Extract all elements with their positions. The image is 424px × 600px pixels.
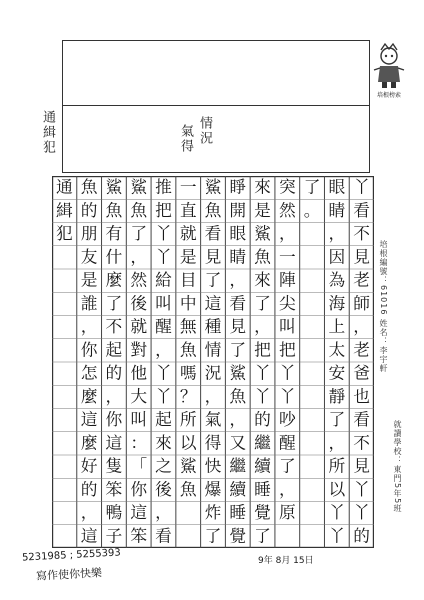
essay-char: 直 (179, 199, 197, 220)
essay-char: 丫 (353, 478, 370, 499)
essay-char: 鯊 (254, 223, 271, 244)
essay-char: 。 (303, 199, 321, 220)
essay-char: 的 (80, 199, 98, 220)
essay-char: 為 (328, 269, 346, 290)
student-info: 培根編號：61016 姓名：李宇軒 (379, 240, 388, 373)
essay-char: ， (328, 432, 346, 453)
essay-char: 笨 (105, 478, 123, 499)
essay-char: 了 (105, 292, 123, 313)
essay-char: 魚 (179, 478, 197, 499)
essay-char: 眼 (229, 223, 247, 244)
essay-char: 看 (353, 199, 370, 220)
essay-char: 情 (204, 339, 222, 360)
essay-char: ， (278, 223, 296, 244)
essay-char: 續 (254, 455, 271, 476)
essay-char: 海 (328, 292, 346, 313)
essay-char: 鴨 (105, 502, 123, 523)
essay-char: 後 (155, 478, 172, 499)
essay-char: 他 (130, 362, 148, 383)
essay-char: 一 (278, 246, 296, 267)
essay-char: 睛 (229, 246, 247, 267)
essay-char: 你 (130, 478, 148, 499)
essay-char: ， (155, 339, 172, 360)
essay-char: 醒 (278, 432, 296, 453)
essay-char: 就 (179, 223, 197, 244)
essay-char: ， (80, 502, 98, 523)
essay-char: 好 (80, 455, 98, 476)
essay-char: 友 (80, 246, 98, 267)
date-line: 9年 8月 15日 (258, 556, 314, 566)
essay-char: 以 (179, 432, 197, 453)
essay-char: ： (130, 432, 148, 453)
essay-char: 老 (353, 339, 370, 360)
essay-char: 原 (278, 502, 296, 523)
essay-char: 這 (130, 502, 148, 523)
essay-char: 開 (229, 199, 247, 220)
essay-char: 所 (179, 409, 197, 430)
essay-char: 不 (105, 316, 123, 337)
essay-char: 這 (204, 292, 222, 313)
essay-char: 是 (254, 199, 271, 220)
essay-char: 來 (254, 176, 271, 197)
essay-char: 中 (179, 292, 197, 313)
essay-char: 因 (328, 246, 346, 267)
essay-char: 麼 (80, 385, 98, 406)
essay-char: 炸 (204, 502, 222, 523)
essay-char: 隻 (105, 455, 123, 476)
essay-char: ， (328, 223, 346, 244)
essay-char: ， (80, 316, 98, 337)
essay-char: 突 (278, 176, 296, 197)
essay-char: 爸 (353, 362, 370, 383)
essay-char: 氣 (204, 409, 222, 430)
essay-char: 了 (229, 339, 247, 360)
essay-char: ， (229, 409, 247, 430)
essay-char: ， (105, 385, 123, 406)
essay-char: 丫 (254, 362, 271, 383)
essay-char: 的 (254, 409, 271, 430)
essay-char: 緝 (56, 199, 73, 220)
essay-char: ， (130, 246, 148, 267)
essay-char: ？ (179, 385, 197, 406)
essay-char: 你 (105, 409, 123, 430)
essay-char: 老 (353, 269, 370, 290)
essay-char: 不 (353, 223, 370, 244)
essay-char: 把 (254, 339, 271, 360)
essay-char: 所 (328, 455, 346, 476)
essay-char: 丫 (278, 362, 296, 383)
essay-char: ， (278, 478, 296, 499)
essay-char: 覺 (229, 525, 247, 546)
essay-char: 「 (130, 455, 148, 476)
essay-char: 鯊 (105, 176, 123, 197)
essay-char: 了 (303, 176, 321, 197)
essay-char: 來 (254, 269, 271, 290)
essay-char: 是 (179, 246, 197, 267)
essay-char: 把 (155, 199, 172, 220)
essay-char: 種 (204, 316, 222, 337)
essay-char: 陣 (278, 269, 296, 290)
essay-char: 靜 (328, 385, 346, 406)
essay-char: 之 (155, 455, 172, 476)
essay-char: 丫 (155, 246, 172, 267)
essay-char: 魚 (80, 176, 98, 197)
essay-char: 朋 (80, 223, 98, 244)
essay-char: 師 (353, 292, 370, 313)
teacher-comment-box (62, 40, 370, 106)
essay-char: 魚 (229, 385, 247, 406)
essay-char: 麼 (105, 269, 123, 290)
essay-char: 推 (155, 176, 172, 197)
essay-char: 這 (80, 409, 98, 430)
essay-char: ， (229, 269, 247, 290)
essay-char: 然 (278, 199, 296, 220)
essay-char: 丫 (328, 525, 346, 546)
essay-char: 了 (254, 525, 271, 546)
essay-char: 鯊 (130, 176, 148, 197)
essay-char: 又 (229, 432, 247, 453)
essay-char: 況 (204, 362, 222, 383)
essay-char: 魚 (105, 199, 123, 220)
essay-char: 爆 (204, 478, 222, 499)
essay-char: 安 (328, 362, 346, 383)
essay-char: 魚 (204, 199, 222, 220)
essay-char: 見 (353, 455, 370, 476)
essay-char: 你 (80, 339, 98, 360)
essay-char: 醒 (155, 316, 172, 337)
essay-char: 鯊 (204, 176, 222, 197)
essay-char: 了 (254, 292, 271, 313)
grade-label-1: 情況 (197, 116, 212, 146)
essay-char: 鯊 (229, 362, 247, 383)
grade-label-2: 氣得 (178, 124, 193, 154)
essay-char: 睛 (328, 199, 346, 220)
essay-char: 有 (105, 223, 123, 244)
essay-char: 魚 (130, 199, 148, 220)
essay-char: 續 (229, 478, 247, 499)
essay-char: 起 (105, 339, 123, 360)
essay-char: 給 (155, 269, 172, 290)
essay-char: 尖 (278, 292, 296, 313)
essay-char: 起 (155, 409, 172, 430)
essay-char: 了 (204, 525, 222, 546)
essay-char: 見 (353, 246, 370, 267)
essay-char: 眼 (328, 176, 346, 197)
essay-char: 什 (105, 246, 123, 267)
stamp-caption: 培根榜索 (376, 92, 401, 99)
essay-char: 犯 (56, 223, 73, 244)
essay-char: 上 (328, 316, 346, 337)
essay-char: 看 (353, 409, 370, 430)
essay-char: 叫 (278, 316, 296, 337)
essay-char: ， (353, 316, 370, 337)
essay-char: 的 (80, 478, 98, 499)
essay-char: 怎 (80, 362, 98, 383)
essay-char: 丫 (353, 176, 370, 197)
essay-char: ， (254, 316, 271, 337)
essay-char: 鯊 (179, 455, 197, 476)
essay-char: 看 (204, 223, 222, 244)
essay-char: 後 (130, 292, 148, 313)
essay-char: 無 (179, 316, 197, 337)
essay-char: 就 (130, 316, 148, 337)
essay-char: 了 (130, 223, 148, 244)
phone-numbers: 5231985 ; 5255393 (21, 547, 122, 564)
essay-char: ， (155, 502, 172, 523)
essay-grid (52, 176, 374, 548)
essay-char: 睡 (229, 502, 247, 523)
essay-char: 以 (328, 478, 346, 499)
essay-char: 叫 (130, 409, 148, 430)
essay-char: 然 (130, 269, 148, 290)
essay-grid-lines (52, 176, 374, 548)
essay-char: 魚 (179, 339, 197, 360)
essay-char: 一 (179, 176, 197, 197)
essay-char: 不 (353, 432, 370, 453)
essay-char: 太 (328, 339, 346, 360)
essay-char: 見 (229, 316, 247, 337)
essay-char: 看 (229, 292, 247, 313)
essay-char: 這 (80, 525, 98, 546)
essay-char: 覺 (254, 502, 271, 523)
essay-char: 睡 (254, 478, 271, 499)
essay-char: 繼 (229, 455, 247, 476)
essay-char: 丫 (155, 385, 172, 406)
essay-char: 是 (80, 269, 98, 290)
essay-char: 丫 (328, 502, 346, 523)
essay-char: 這 (105, 432, 123, 453)
essay-char: 目 (179, 269, 197, 290)
essay-char: 誰 (80, 292, 98, 313)
essay-char: 看 (155, 525, 172, 546)
essay-char: 繼 (254, 432, 271, 453)
essay-char: 嗎 (179, 362, 197, 383)
slogan: 寫作使你快樂 (35, 566, 103, 583)
essay-char: 的 (105, 362, 123, 383)
essay-char: 通 (56, 176, 73, 197)
essay-char: 丫 (278, 385, 296, 406)
essay-char: 的 (353, 525, 370, 546)
essay-char: 了 (328, 409, 346, 430)
essay-char: 丫 (155, 362, 172, 383)
essay-char: 快 (204, 455, 222, 476)
essay-char: 吵 (278, 409, 296, 430)
essay-char: 丫 (155, 223, 172, 244)
essay-char: 麼 (80, 432, 98, 453)
essay-char: 丫 (254, 385, 271, 406)
essay-char: 睜 (229, 176, 247, 197)
grade-box (62, 104, 370, 173)
essay-char: 了 (278, 455, 296, 476)
essay-char: ， (204, 385, 222, 406)
essay-char: 見 (204, 246, 222, 267)
essay-char: 了 (204, 269, 222, 290)
essay-char: 笨 (130, 525, 148, 546)
essay-char: 叫 (155, 292, 172, 313)
essay-char: 子 (105, 525, 123, 546)
grade-label-3: 通緝犯 (40, 110, 55, 155)
essay-char: 魚 (254, 246, 271, 267)
essay-char: 丫 (353, 502, 370, 523)
school-grade-info: 就讀學校：東門5年5班 (393, 420, 402, 514)
essay-char: 也 (353, 385, 370, 406)
essay-char: 把 (278, 339, 296, 360)
essay-char: 來 (155, 432, 172, 453)
essay-char: 得 (204, 432, 222, 453)
essay-char: 對 (130, 339, 148, 360)
essay-char: 大 (130, 385, 148, 406)
